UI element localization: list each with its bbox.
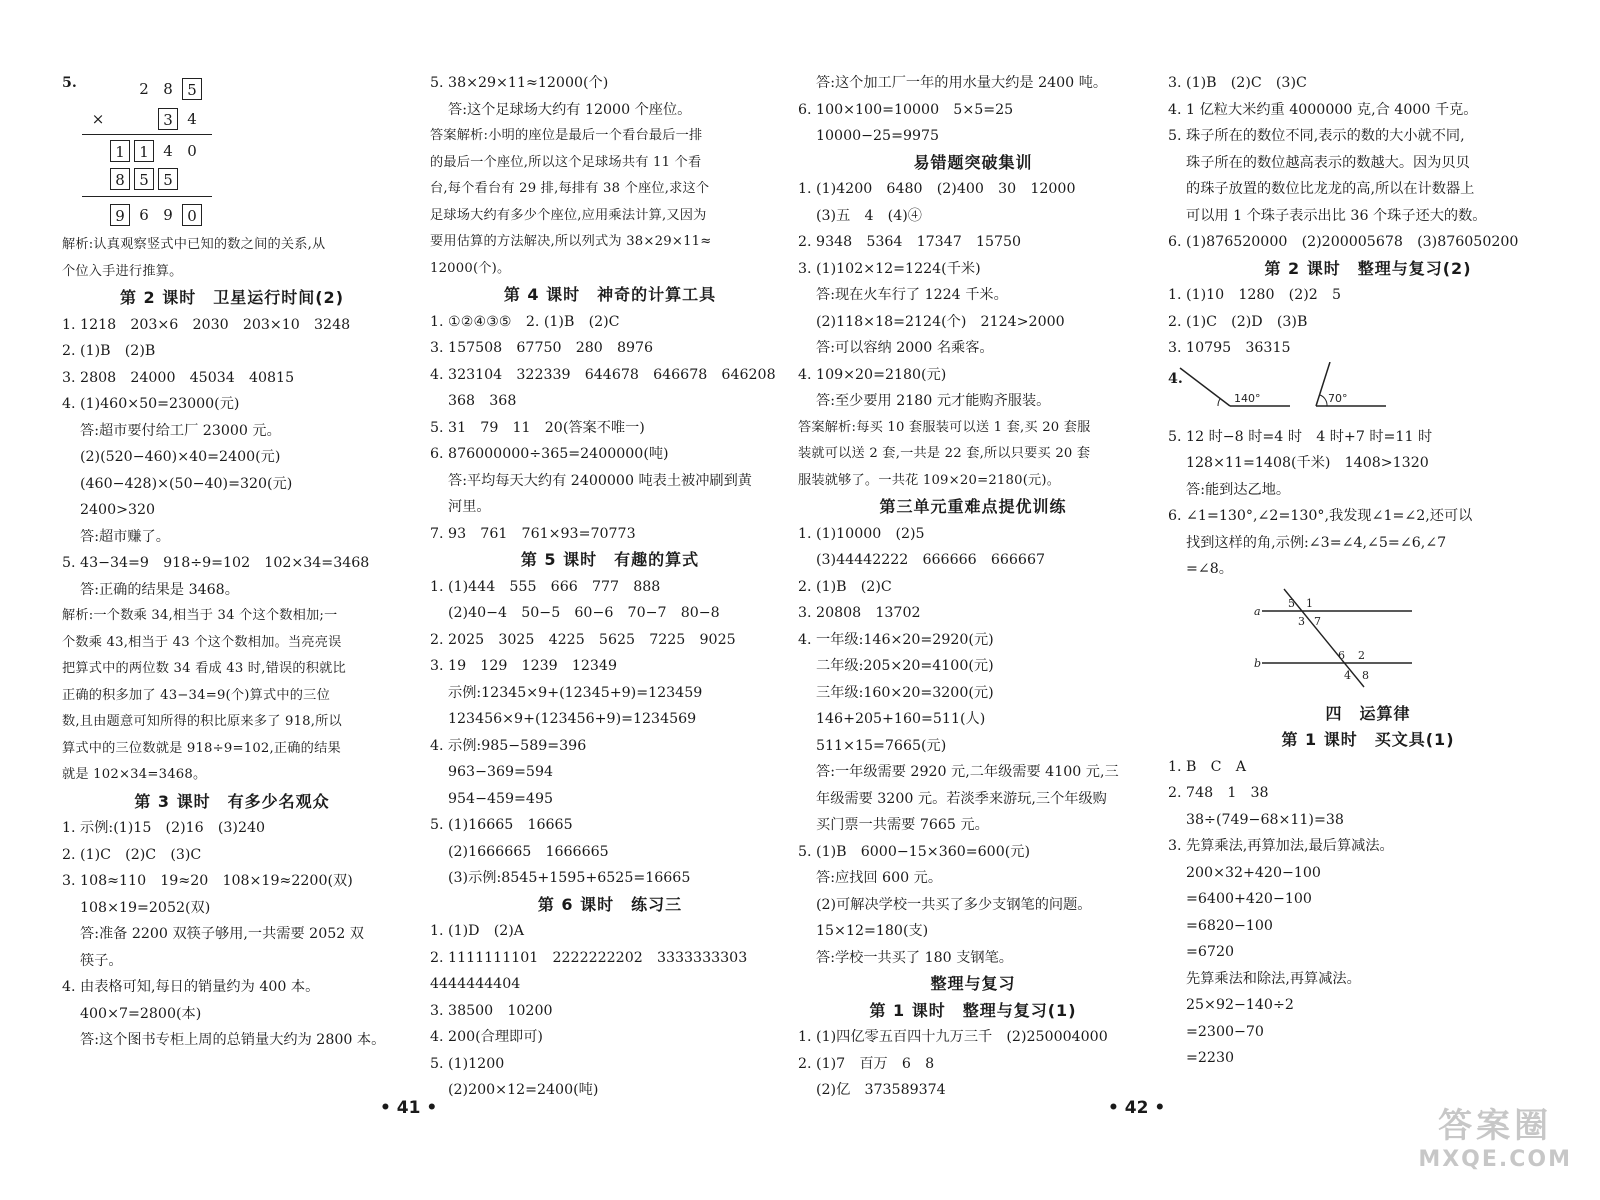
answer-line: 368 368 [448,393,517,409]
answer-line: (3)示例:8545+1595+6525=16665 [448,870,691,886]
explanation-line: 要用估算的方法解决,所以列式为 38×29×11≈ [430,234,712,249]
answer-line: 6. ∠1=130°,∠2=130°,我发现∠1=∠2,还可以 [1168,508,1473,524]
answer-line: =2230 [1186,1050,1234,1066]
column-3 [798,70,1148,1104]
answer-line: 答:一年级需要 2920 元,二年级需要 4100 元,三 [816,764,1119,780]
answer-line: 4. 109×20=2180(元) [798,366,947,383]
answer-line: 2. 1111111101 2222222202 3333333303 [430,949,748,966]
explanation-line: 个数乘 43,相当于 43 个这个数相加。当亮亮误 [62,634,342,650]
answer-line: 5. 43−34=9 918÷9=102 102×34=3468 [62,555,370,571]
digit-box: 3 [158,108,178,130]
explanation-line: 数,且由题意可知所得的积比原来多了 918,所以 [62,714,342,729]
answer-line: 1. (1)4200 6480 (2)400 30 12000 [798,181,1076,197]
answer-line: 2. (1)7 百万 6 8 [798,1055,935,1072]
answer-line: 128×11=1408(千米) 1408>1320 [1186,455,1429,471]
answer-line: 2400>320 [80,502,156,518]
watermark-text: 答案圈 [1438,1106,1553,1146]
answer-line: 5. (1)16665 16665 [430,817,573,833]
answer-line: 2. (1)C (2)C (3)C [62,846,202,863]
answer-line: (2)(520−460)×40=2400(元) [80,449,281,465]
angle2-arc [1320,395,1327,406]
answer-line: =2300−70 [1186,1023,1264,1040]
page-number-right: • 42 • [1108,1098,1166,1118]
answer-line: 可以用 1 个珠子表示出比 36 个珠子还大的数。 [1186,207,1487,224]
answer-line: 3. 10795 36315 [1168,340,1291,356]
answer-line: 7. 93 761 761×93=70773 [430,525,636,542]
section-heading: 第 1 课时 买文具(1) [1281,730,1455,749]
answer-line: (2)可解决学校一共买了多少支钢笔的问题。 [816,896,1092,913]
parallel-lines-diagram [1168,583,1568,701]
answer-line: 5. 12 时−8 时=4 时 4 时+7 时=11 时 [1168,428,1433,445]
digit-box: 9 [110,204,130,226]
answer-line: 答:正确的结果是 3468。 [80,581,239,598]
answer-line: 1. 1218 203×6 2030 203×10 3248 [62,316,351,333]
digit: 8 [163,80,173,98]
answer-line: 3. (1)102×12=1224(千米) [798,260,981,277]
column-3-text [798,70,1148,1104]
answer-line: 3. (1)B (2)C (3)C [1168,75,1307,91]
explanation-line: 就是 102×34=3468。 [62,767,207,782]
answer-line: 二年级:205×20=4100(元) [816,658,994,674]
rule-line [82,196,212,197]
answer-line: 答:平均每天大约有 2400000 吨表土被冲刷到黄 [448,472,752,489]
answer-line: (3)44442222 666666 666667 [816,552,1046,568]
answer-line: 年级需要 3200 元。若淡季来游玩,三个年级购 [816,790,1107,807]
answer-line: 4. 200(合理即可) [430,1029,543,1045]
angle-label: 3 [1298,614,1305,628]
answer-line: 6. 876000000÷365=2400000(吨) [430,446,669,462]
section-heading: 易错题突破集训 [913,152,1033,172]
answer-line: 2. 748 1 38 [1168,785,1269,801]
answer-line: 4444444404 [430,976,521,992]
answer-line: 4. 示例:985−589=396 [430,737,587,754]
answer-line: 1. 示例:(1)15 (2)16 (3)240 [62,820,266,836]
explanation-line: 的最后一个座位,所以这个足球场共有 11 个看 [430,154,702,170]
answer-line: (2)1666665 1666665 [448,843,609,860]
explanation-line: 答案解析:每买 10 套服装可以送 1 套,买 20 套服 [798,419,1091,435]
answer-line: 答:这个足球场大约有 12000 个座位。 [448,101,692,118]
label-a: a [1254,604,1261,618]
section-heading: 整理与复习 [930,974,1016,993]
answer-line: (2)40−4 50−5 60−6 70−7 80−8 [448,605,720,621]
answer-line: 买门票一共需要 7665 元。 [816,817,989,833]
page-number-left: • 41 • [380,1098,438,1118]
answer-line: 6. (1)876520000 (2)200005678 (3)876050200 [1168,234,1519,250]
angle-label: 2 [1358,648,1365,662]
answer-line: 的珠子放置的数位比龙龙的高,所以在计数器上 [1186,181,1475,197]
answer-line: 3. 20808 13702 [798,605,921,621]
digit-box: 5 [182,78,202,100]
answer-line: 963−369=594 [448,764,554,780]
watermark-url: MXQE.COM [1418,1147,1572,1172]
answer-line: 954−459=495 [448,790,554,807]
digit-box: 1 [110,140,130,162]
explanation-line: 解析:一个数乘 34,相当于 34 个这个数相加;一 [62,608,338,623]
multiply-sign: × [91,110,105,128]
section-heading: 第三单元重难点提优训练 [879,497,1067,516]
question-number: 4. [1168,370,1183,387]
digit: 0 [187,142,197,160]
digit: 2 [139,80,149,98]
answer-line: 2. 2025 3025 4225 5625 7225 9025 [430,631,736,648]
digit: 6 [139,206,149,224]
vertical-multiplication [62,70,292,232]
column-2-text [430,70,790,1104]
section-heading: 第 2 课时 卫星运行时间(2) [119,288,345,307]
answer-line: 4. 由表格可知,每日的销量约为 400 本。 [62,979,320,995]
answer-line: 1. ①②④③⑤ 2. (1)B (2)C [430,313,620,330]
column-4-text-a [1168,70,1568,362]
answer-line: 1. (1)10 1280 (2)2 5 [1168,287,1342,303]
explanation-line: 装就可以送 2 套,一共是 22 套,所以只要买 20 套 [798,446,1091,461]
answer-line: 答:这个图书专柜上周的总销量大约为 2800 本。 [80,1032,386,1048]
digit: 4 [187,110,197,128]
answer-line: 2. (1)B (2)C [798,578,892,595]
answer-line: 3. 2808 24000 45034 40815 [62,369,295,386]
answer-line: 先算乘法和除法,再算减法。 [1186,970,1361,987]
column-4 [1168,70,1568,1072]
answer-line: 答:超市要付给工厂 23000 元。 [80,422,281,439]
answer-line: (2)200×12=2400(吨) [448,1082,599,1098]
column-4-text-c [1168,701,1568,1072]
answer-line: 146+205+160=511(人) [816,711,986,727]
answer-line: 找到这样的角,示例:∠3=∠4,∠5=∠6,∠7 [1186,534,1447,551]
answer-line: 答:可以容纳 2000 名乘客。 [816,340,994,356]
answer-line: 3. 38500 10200 [430,1002,553,1019]
label-b: b [1254,656,1262,670]
answer-line: 1. B C A [1168,758,1246,775]
answer-line: 2. (1)B (2)B [62,343,156,359]
angle-label: 1 [1306,596,1313,610]
digit-box: 0 [182,204,202,226]
answer-line: =6820−100 [1186,917,1273,934]
rule-line [82,134,212,135]
answer-line: (2)118×18=2124(个) 2124>2000 [816,313,1065,330]
answer-line: 3. 19 129 1239 12349 [430,658,617,674]
answer-line: 2. 9348 5364 17347 15750 [798,234,1022,250]
explanation-line: 答案解析:小明的座位是最后一个看台最后一排 [430,128,703,143]
answer-line: 答:学校一共买了 180 支钢笔。 [816,949,1013,966]
answer-line: 答:现在火车行了 1224 千米。 [816,287,1008,303]
answer-line: 5. 38×29×11≈12000(个) [430,75,609,91]
angle-figure [1168,362,1568,424]
answer-line: 答:超市赚了。 [80,528,170,545]
answer-line: (2)亿 373589374 [816,1082,946,1098]
watermark-logo [1418,1098,1572,1172]
answer-line: 6. 100×100=10000 5×5=25 [798,101,1014,118]
explanation-line: 把算式中的两位数 34 看成 43 时,错误的积就比 [62,661,346,676]
answer-line: 4. 323104 322339 644678 646678 646208 [430,366,776,383]
answer-line: 1. (1)444 555 666 777 888 [430,578,661,595]
answer-line: 3. 先算乘法,再算加法,最后算减法。 [1168,838,1394,854]
answer-line: 答:应找回 600 元。 [816,870,943,886]
answer-line: 3. 108≈110 19≈20 108×19≈2200(双) [62,873,353,889]
answer-line: 10000−25=9975 [816,128,940,144]
angle1-arc [1218,399,1220,406]
explanation-line: 解析:认真观察竖式中已知的数之间的关系,从 [62,237,326,252]
answer-line: 511×15=7665(元) [816,737,947,754]
angle-label: 4 [1344,668,1351,682]
column-1-text [62,232,402,1054]
answer-line: 200×32+420−100 [1186,864,1321,881]
answer-line: 答:能到达乙地。 [1186,481,1291,498]
answer-line: =∠8。 [1186,561,1233,577]
digit-box: 1 [134,140,154,162]
answer-line: 5. 31 79 11 20(答案不唯一) [430,419,645,436]
answer-line: 5. 珠子所在的数位不同,表示的数的大小就不同, [1168,128,1465,144]
answer-line: =6400+420−100 [1186,891,1312,907]
angle-diagrams [1168,362,1468,424]
column-1 [62,70,402,1054]
section-heading: 四 运算律 [1325,703,1411,723]
answer-line: 1. (1)四亿零五百四十九万三千 (2)250004000 [798,1029,1108,1045]
digit: 9 [163,206,173,224]
explanation-line: 12000(个)。 [430,260,511,276]
digit-box: 5 [134,168,154,190]
answer-line: =6720 [1186,944,1234,960]
section-heading: 第 4 课时 神奇的计算工具 [503,285,717,304]
explanation-line: 正确的积多加了 43−34=9(个)算式中的三位 [62,687,330,703]
angle1-ray [1180,368,1230,406]
section-heading: 第 2 课时 整理与复习(2) [1264,258,1472,278]
section-heading: 第 6 课时 练习三 [537,894,683,914]
answer-line: 25×92−140÷2 [1186,997,1294,1013]
answer-line: 河里。 [448,499,491,515]
answer-line: 3. 157508 67750 280 8976 [430,340,654,356]
answer-line: 5. (1)B 6000−15×360=600(元) [798,843,1030,860]
answer-line: 三年级:160×20=3200(元) [816,684,994,701]
answer-line: 4. 1 亿粒大米约重 4000000 克,合 4000 千克。 [1168,101,1478,118]
answer-line: 38÷(749−68×11)=38 [1186,811,1344,828]
answer-line: 1. (1)D (2)A [430,923,525,939]
answer-line: 答:准备 2200 双筷子够用,一共需要 2052 双 [80,926,364,942]
answer-line: 答:这个加工厂一年的用水量大约是 2400 吨。 [816,75,1108,91]
answer-line: 15×12=180(支) [816,923,929,939]
explanation-line: 台,每个看台有 29 排,每排有 38 个座位,求这个 [430,181,710,196]
answer-line: 2. (1)C (2)D (3)B [1168,313,1308,330]
angle-label: 6 [1338,648,1345,662]
angle-label: 7 [1314,614,1321,628]
question-number: 5. [62,75,77,91]
column-2 [430,70,790,1104]
answer-line: 400×7=2800(本) [80,1005,202,1022]
section-heading: 第 1 课时 整理与复习(1) [869,1000,1077,1020]
answer-line: 珠子所在的数位越高表示的数越大。因为贝贝 [1186,154,1470,171]
explanation-line: 足球场大约有多少个座位,应用乘法计算,又因为 [430,207,707,223]
column-4-text-b [1168,424,1568,583]
answer-line: 4. 一年级:146×20=2920(元) [798,631,994,648]
explanation-line: 算式中的三位数就是 918÷9=102,正确的结果 [62,740,341,756]
answer-line: 答:至少要用 2180 元才能购齐服装。 [816,393,1051,409]
answer-line: 123456×9+(123456+9)=1234569 [448,711,697,727]
transversal [1284,589,1364,687]
answer-line: 5. (1)1200 [430,1055,505,1072]
section-heading: 第 3 课时 有多少名观众 [134,791,330,811]
angle-label: 8 [1362,668,1369,682]
explanation-line: 服装就够了。一共花 109×20=2180(元)。 [798,472,1061,488]
answer-line: 1. (1)10000 (2)5 [798,525,925,542]
answer-line: (460−428)×(50−40)=320(元) [80,475,293,492]
angle-label: 5 [1288,596,1295,610]
angle2-label: 70° [1328,391,1348,405]
angle1-label: 140° [1234,391,1261,405]
digit: 4 [163,142,173,160]
answer-line: (3)五 4 (4)④ [816,207,922,224]
answer-line: 筷子。 [80,952,123,969]
digit-box: 5 [158,168,178,190]
answer-line: 4. (1)460×50=23000(元) [62,396,240,412]
explanation-line: 个位入手进行推算。 [62,263,183,279]
section-heading: 第 5 课时 有趣的算式 [520,550,700,569]
answer-line: 示例:12345×9+(12345+9)=123459 [448,684,703,701]
answer-line: 108×19=2052(双) [80,899,211,916]
digit-box: 8 [110,168,130,190]
parallel-lines-figure [1168,583,1568,701]
